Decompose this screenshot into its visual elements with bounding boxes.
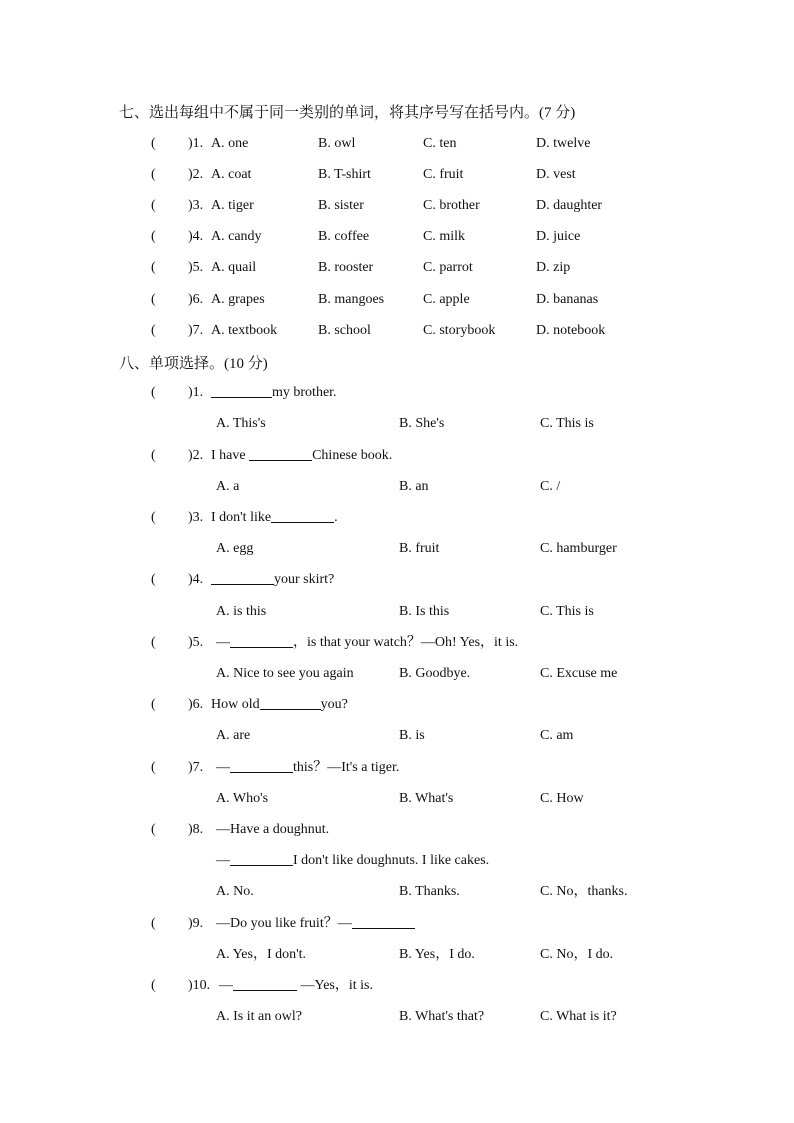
answer-paren[interactable]: ( (151, 229, 156, 244)
option-b: B. school (318, 323, 371, 338)
answer-paren[interactable]: ( (151, 635, 156, 650)
s8-options-7 (0, 789, 794, 809)
s8-question-5 (0, 633, 794, 653)
s8-options-8 (0, 882, 794, 902)
answer-paren[interactable]: ( (151, 822, 156, 837)
s7-question-6 (0, 290, 794, 310)
fill-blank[interactable] (211, 570, 274, 585)
option-b: B. Yes，I do. (399, 947, 475, 962)
question-text: — ，is that your watch？—Oh! Yes，it is. (216, 635, 519, 650)
answer-paren[interactable]: ( (151, 448, 156, 463)
answer-paren[interactable]: ( (151, 136, 156, 151)
question-text: your skirt? (211, 570, 334, 590)
fill-blank[interactable] (249, 446, 312, 461)
answer-paren[interactable]: ( (151, 323, 156, 338)
s7-question-2 (0, 165, 794, 185)
question-text: I don't like . (211, 510, 338, 525)
option-d: D. juice (536, 229, 581, 244)
s8-question-7 (0, 758, 794, 778)
fill-blank[interactable] (233, 976, 297, 991)
fill-blank[interactable] (230, 758, 293, 773)
option-b: B. What's that? (399, 1009, 485, 1024)
question-number: )4. (188, 229, 204, 244)
answer-paren[interactable]: ( (151, 260, 156, 275)
option-c: C. ten (423, 136, 457, 151)
fill-blank[interactable] (230, 633, 293, 648)
option-d: D. twelve (536, 136, 591, 151)
option-a: A. candy (211, 229, 262, 244)
option-b: B. rooster (318, 260, 374, 275)
option-c: C. This is (540, 416, 594, 431)
s7-question-4 (0, 227, 794, 247)
question-number: )4. (188, 572, 204, 587)
s8-question-1 (0, 383, 794, 403)
s8-options-10 (0, 1007, 794, 1027)
s8-question-8-reply (0, 851, 794, 871)
option-c: C. milk (423, 229, 466, 244)
option-c: C. storybook (423, 323, 496, 338)
question-number: )1. (188, 136, 204, 151)
question-number: )2. (188, 448, 204, 463)
option-b: B. owl (318, 136, 356, 151)
question-number: )3. (188, 198, 204, 213)
s8-question-6 (0, 695, 794, 715)
s8-question-10 (0, 976, 794, 996)
answer-paren[interactable]: ( (151, 292, 156, 307)
question-text: — I don't like doughnuts. I like cakes. (216, 853, 490, 868)
option-a: A. quail (211, 260, 257, 275)
option-a: A. are (216, 728, 251, 743)
option-c: C. parrot (423, 260, 473, 275)
s7-question-3 (0, 196, 794, 216)
question-number: )5. (188, 260, 204, 275)
s8-question-2 (0, 446, 794, 466)
s7-question-1 (0, 134, 794, 154)
option-b: B. an (399, 479, 429, 494)
option-a: A. egg (216, 541, 254, 556)
question-number: )2. (188, 167, 204, 182)
answer-paren[interactable]: ( (151, 167, 156, 182)
answer-paren[interactable]: ( (151, 760, 156, 775)
question-number: )7. (188, 760, 204, 775)
question-text: I have Chinese book. (211, 448, 393, 463)
option-a: A. Nice to see you again (216, 666, 354, 681)
question-number: )1. (188, 385, 204, 400)
section-8-title: 八、单项选择。(10 分) (119, 356, 268, 372)
s8-options-5 (0, 664, 794, 684)
option-c: C. fruit (423, 167, 464, 182)
s8-question-8 (0, 820, 794, 840)
question-text: —Have a doughnut. (216, 822, 330, 837)
question-number: )9. (188, 916, 204, 931)
option-c: C. am (540, 728, 574, 743)
s8-options-9 (0, 945, 794, 965)
option-a: A. Is it an owl? (216, 1009, 302, 1024)
question-number: )8. (188, 822, 204, 837)
option-a: A. one (211, 136, 249, 151)
option-b: B. She's (399, 416, 445, 431)
option-c: C. This is (540, 604, 594, 619)
question-text: — this？—It's a tiger. (216, 760, 400, 775)
option-c: C. What is it? (540, 1009, 617, 1024)
option-d: D. bananas (536, 292, 599, 307)
question-number: )6. (188, 697, 204, 712)
s7-question-7 (0, 321, 794, 341)
answer-paren[interactable]: ( (151, 916, 156, 931)
option-d: D. zip (536, 260, 571, 275)
option-b: B. coffee (318, 229, 370, 244)
option-a: A. This's (216, 416, 266, 431)
option-b: B. sister (318, 198, 364, 213)
option-a: A. Who's (216, 791, 269, 806)
answer-paren[interactable]: ( (151, 978, 156, 993)
option-b: B. mangoes (318, 292, 385, 307)
answer-paren[interactable]: ( (151, 697, 156, 712)
option-d: D. daughter (536, 198, 603, 213)
s8-options-4 (0, 602, 794, 622)
s8-question-3 (0, 508, 794, 528)
s8-question-9 (0, 914, 794, 934)
option-c: C. Excuse me (540, 666, 618, 681)
question-number: )10. (188, 978, 211, 993)
option-c: C. No，I do. (540, 947, 614, 962)
question-number: )7. (188, 323, 204, 338)
question-text: my brother. (211, 383, 337, 403)
fill-blank[interactable] (211, 383, 272, 398)
option-a: A. is this (216, 604, 267, 619)
option-c: C. brother (423, 198, 480, 213)
question-text: How old you? (211, 697, 348, 712)
option-a: A. grapes (211, 292, 265, 307)
fill-blank[interactable] (352, 914, 415, 929)
question-number: )5. (188, 635, 204, 650)
option-b: B. Is this (399, 604, 450, 619)
s8-options-2 (0, 477, 794, 497)
s8-options-3 (0, 539, 794, 559)
option-c: C. / (540, 479, 561, 494)
question-text: —Do you like fruit？— (216, 914, 415, 934)
question-number: )6. (188, 292, 204, 307)
option-b: B. T-shirt (318, 167, 371, 182)
section-7-title: 七、选出每组中不属于同一类别的单词，将其序号写在括号内。(7 分) (119, 105, 576, 121)
answer-paren[interactable]: ( (151, 198, 156, 213)
option-b: B. Thanks. (399, 884, 460, 899)
answer-paren[interactable]: ( (151, 510, 156, 525)
option-a: A. textbook (211, 323, 278, 338)
option-a: A. coat (211, 167, 252, 182)
option-d: D. notebook (536, 323, 606, 338)
answer-paren[interactable]: ( (151, 572, 156, 587)
s8-question-4 (0, 570, 794, 590)
question-text: — —Yes，it is. (219, 978, 373, 993)
option-c: C. How (540, 791, 584, 806)
s8-options-1 (0, 414, 794, 434)
option-b: B. is (399, 728, 425, 743)
option-b: B. Goodbye. (399, 666, 471, 681)
option-a: A. tiger (211, 198, 254, 213)
fill-blank[interactable] (260, 695, 321, 710)
option-d: D. vest (536, 167, 576, 182)
option-c: C. apple (423, 292, 470, 307)
option-c: C. hamburger (540, 541, 617, 556)
answer-paren[interactable]: ( (151, 385, 156, 400)
s7-question-5 (0, 258, 794, 278)
fill-blank[interactable] (230, 851, 293, 866)
option-b: B. fruit (399, 541, 440, 556)
option-a: A. Yes，I don't. (216, 947, 307, 962)
question-number: )3. (188, 510, 204, 525)
option-a: A. a (216, 479, 240, 494)
option-b: B. What's (399, 791, 454, 806)
s8-options-6 (0, 726, 794, 746)
fill-blank[interactable] (271, 508, 334, 523)
option-a: A. No. (216, 884, 254, 899)
option-c: C. No，thanks. (540, 884, 628, 899)
